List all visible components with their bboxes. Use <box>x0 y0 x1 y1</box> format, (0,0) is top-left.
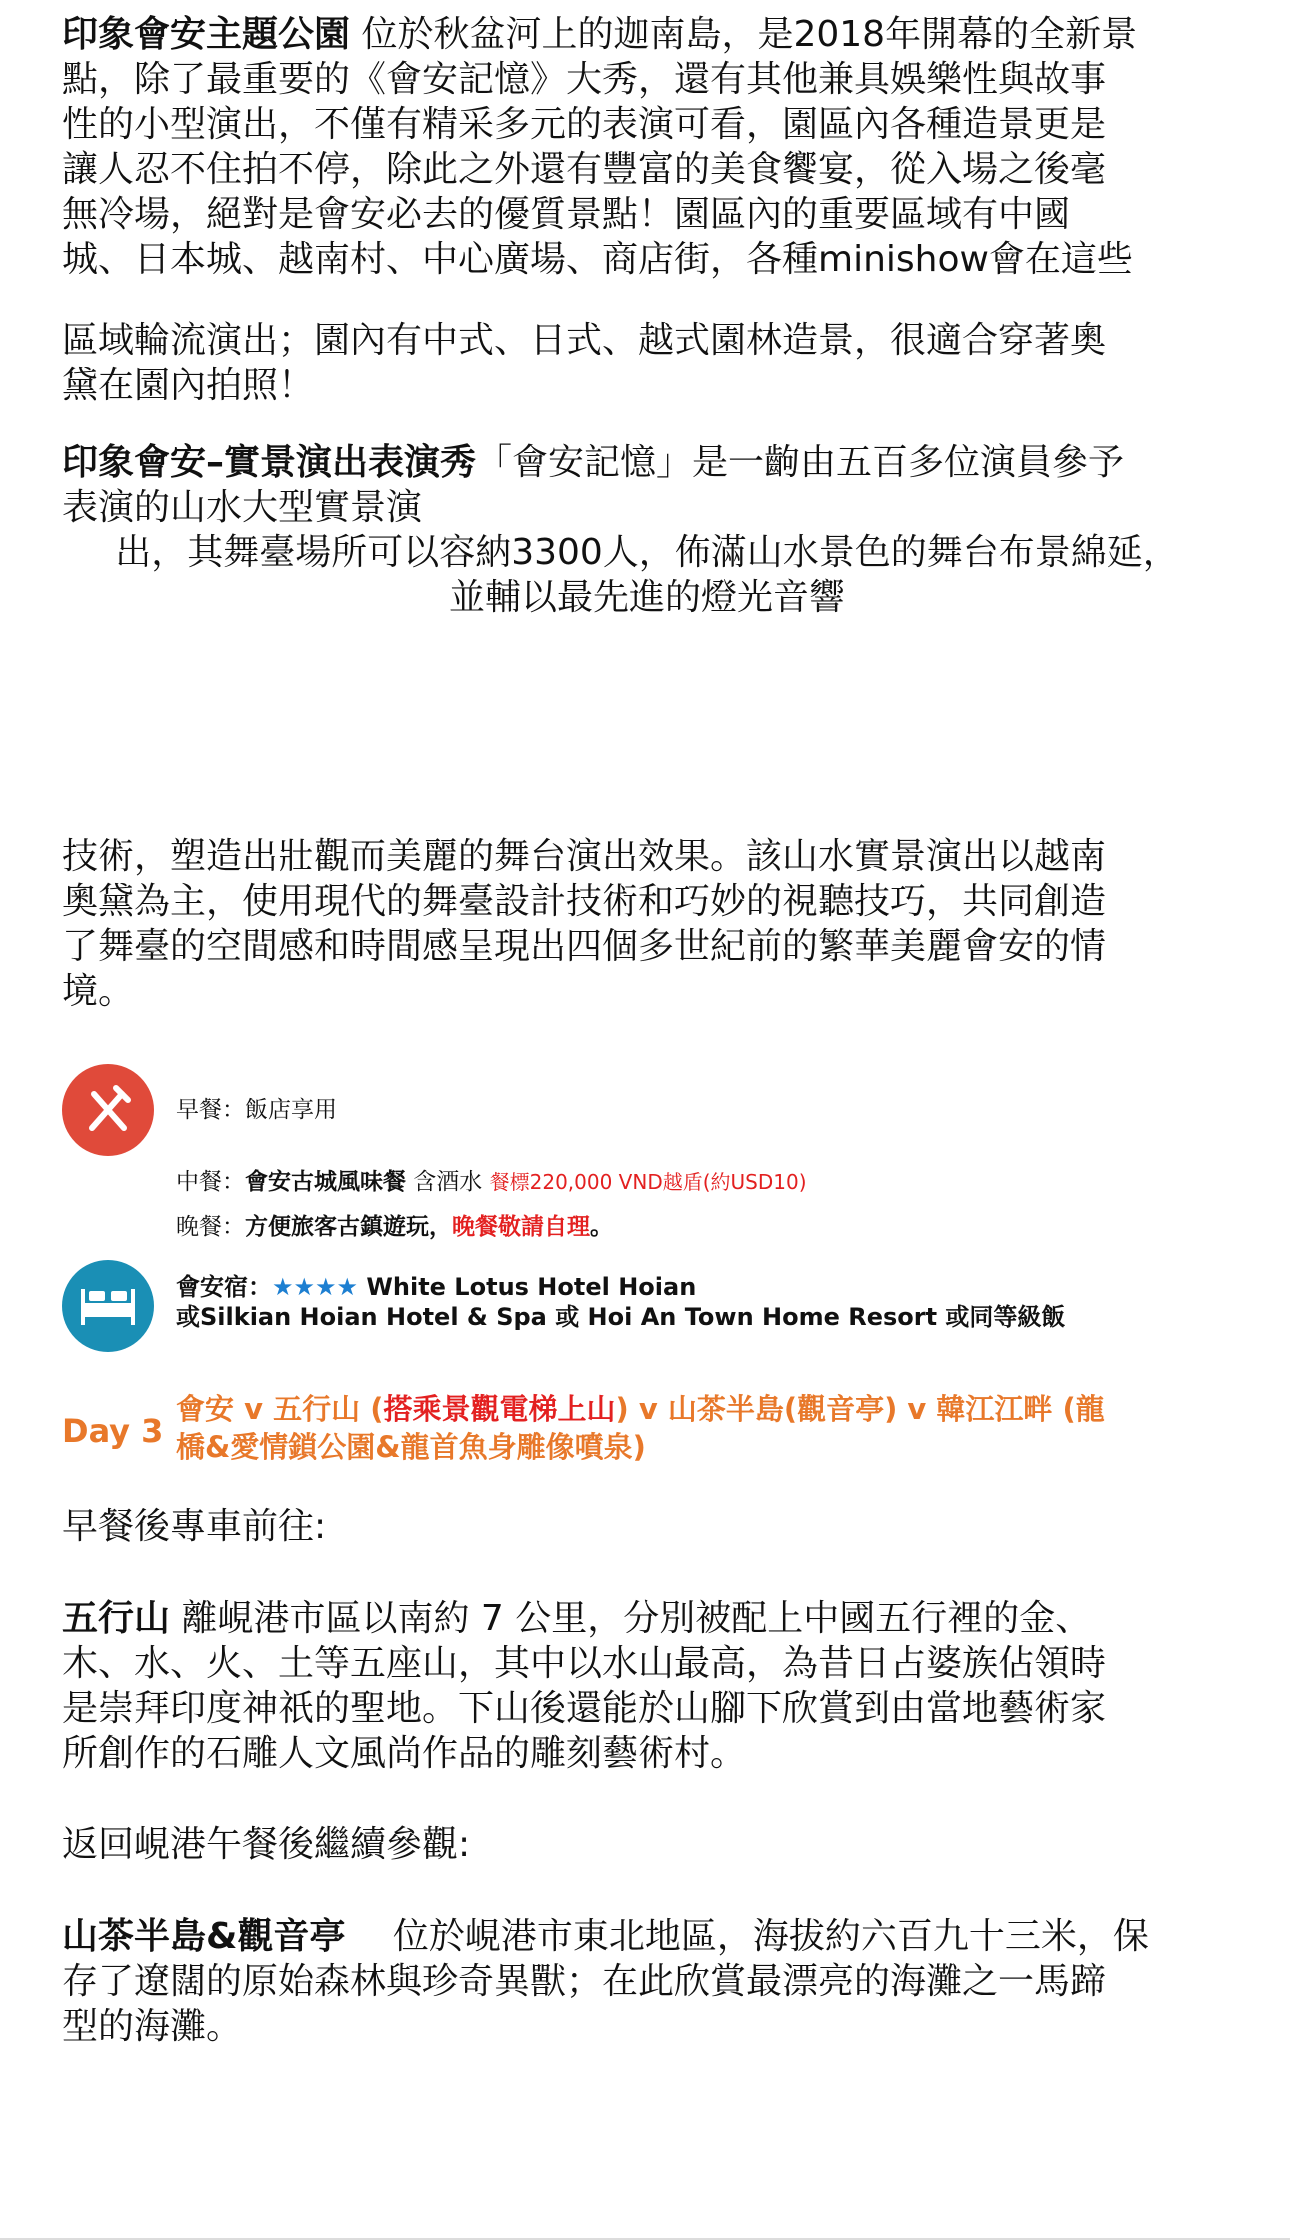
day-route-highlight: 搭乘景觀電梯上山 <box>383 1392 616 1426</box>
after-breakfast <box>62 1504 1232 1549</box>
show-line: 技術，塑造出壯觀而美麗的舞台演出效果。該山水實景演出以越南 <box>62 836 1107 877</box>
show-centered <box>62 530 1232 620</box>
show-line: 出，其舞臺場所可以容納3300人，佈滿山水景色的舞台布景綿延， <box>115 532 1179 573</box>
day-route: ) v 山茶半島(觀音亭) v 韓江江畔 (龍 <box>615 1392 1105 1426</box>
day-route: 橋&愛情鎖公園&龍首魚身雕像噴泉) <box>176 1430 646 1464</box>
dinner-text: 方便旅客古鎮遊玩， <box>245 1214 452 1240</box>
dinner-line <box>176 1212 613 1242</box>
hotel-stars: ★★★★ <box>272 1273 359 1301</box>
park-paragraph <box>62 12 1232 282</box>
breakfast-value: 飯店享用 <box>245 1097 337 1123</box>
hotel-label: 會安宿： <box>176 1273 272 1301</box>
marble-line: 離峴港市區以南約 7 公里，分別被配上中國五行裡的金、 <box>170 1598 1092 1639</box>
hotel-line-2 <box>176 1302 1065 1333</box>
sontra-line: 位於峴港市東北地區，海拔約六百九十三米，保 <box>345 1916 1149 1957</box>
show-line: 並輔以最先進的燈光音響 <box>448 577 845 618</box>
sontra-title: 山茶半島&觀音亭 <box>62 1916 346 1957</box>
day-label: Day 3 <box>62 1412 164 1450</box>
show-paragraph <box>62 440 1232 530</box>
marble-section <box>62 1596 1232 1776</box>
return-text: 返回峴港午餐後繼續參觀: <box>62 1824 471 1865</box>
show-line: 境。 <box>62 971 135 1012</box>
fork-knife-icon <box>62 1064 154 1156</box>
lunch-drink: 含酒水 <box>406 1169 490 1195</box>
show-title: 印象會安–實景演出表演秀 <box>62 442 477 483</box>
show-section <box>62 440 1232 620</box>
marble-line: 是崇拜印度神祇的聖地。下山後還能於山腳下欣賞到由當地藝術家 <box>62 1688 1107 1729</box>
dinner-end: 。 <box>590 1214 613 1240</box>
sontra-line: 存了遼闊的原始森林與珍奇異獸；在此欣賞最漂亮的海灘之一馬蹄 <box>62 1961 1107 2002</box>
show-line: 了舞臺的空間感和時間感呈現出四個多世紀前的繁華美麗會安的情 <box>62 926 1107 967</box>
show-paragraph-2 <box>62 834 1232 1014</box>
marble-line: 所創作的石雕人文風尚作品的雕刻藝術村。 <box>62 1733 747 1774</box>
lunch-label: 中餐： <box>176 1169 245 1195</box>
return-section <box>62 1822 1232 1867</box>
park-section <box>62 12 1232 282</box>
hotel-name: White Lotus Hotel Hoian <box>358 1273 697 1301</box>
show-line: 表演的山水大型實景演 <box>62 487 423 528</box>
show-line: 「會安記憶」是一齣由五百多位演員參予 <box>476 442 1125 483</box>
breakfast-line <box>176 1095 337 1125</box>
park-title: 印象會安主題公園 <box>62 14 351 55</box>
marble-line: 木、水、火、土等五座山，其中以水山最高，為昔日占婆族佔領時 <box>62 1643 1107 1684</box>
lunch-price: 餐標220,000 VND越盾(約USD10) <box>489 1170 807 1194</box>
park-line: 無冷場，絕對是會安必去的優質景點！園區內的重要區域有中國 <box>62 194 1071 235</box>
park-paragraph-2 <box>62 318 1232 408</box>
breakfast-label: 早餐： <box>176 1097 245 1123</box>
park-line: 性的小型演出，不僅有精采多元的表演可看，園區內各種造景更是 <box>62 104 1107 145</box>
sontra-section <box>62 1914 1232 2049</box>
sontra-line: 型的海灘。 <box>62 2006 243 2047</box>
marble-title: 五行山 <box>62 1598 171 1639</box>
park-line: 點，除了最重要的《會安記憶》大秀，還有其他兼具娛樂性與故事 <box>62 59 1107 100</box>
day-title <box>176 1390 1176 1466</box>
after-breakfast-text: 早餐後專車前往: <box>62 1506 327 1547</box>
dinner-red: 晚餐敬請自理 <box>452 1214 590 1240</box>
park-line: 讓人忍不住拍不停，除此之外還有豐富的美食饗宴，從入場之後毫 <box>62 149 1107 190</box>
show-line: 奧黛為主，使用現代的舞臺設計技術和巧妙的視聽技巧，共同創造 <box>62 881 1107 922</box>
hotel-alternatives: 或Silkian Hoian Hotel & Spa 或 Hoi An Town Home Resort 或同等級飯 <box>176 1303 1066 1331</box>
lunch-line <box>176 1167 807 1197</box>
park-line: 位於秋盆河上的迦南島，是2018年開幕的全新景 <box>361 14 1138 55</box>
sontra-paragraph <box>62 1914 1232 2049</box>
lunch-name: 會安古城風味餐 <box>245 1169 406 1195</box>
park-line: 城、日本城、越南村、中心廣場、商店街，各種minishow會在這些 <box>62 239 1133 280</box>
park-line: 區域輪流演出；園內有中式、日式、越式園林造景，很適合穿著奧 <box>62 320 1107 361</box>
dinner-label: 晚餐： <box>176 1214 245 1240</box>
park-line: 黛在園內拍照！ <box>62 365 315 406</box>
hotel-line-1 <box>176 1272 696 1303</box>
day-route: 會安 v 五行山 ( <box>176 1392 384 1426</box>
park-section-cont <box>62 318 1232 408</box>
show-section-cont <box>62 834 1232 1014</box>
marble-paragraph <box>62 1596 1232 1776</box>
bed-icon <box>62 1260 154 1352</box>
